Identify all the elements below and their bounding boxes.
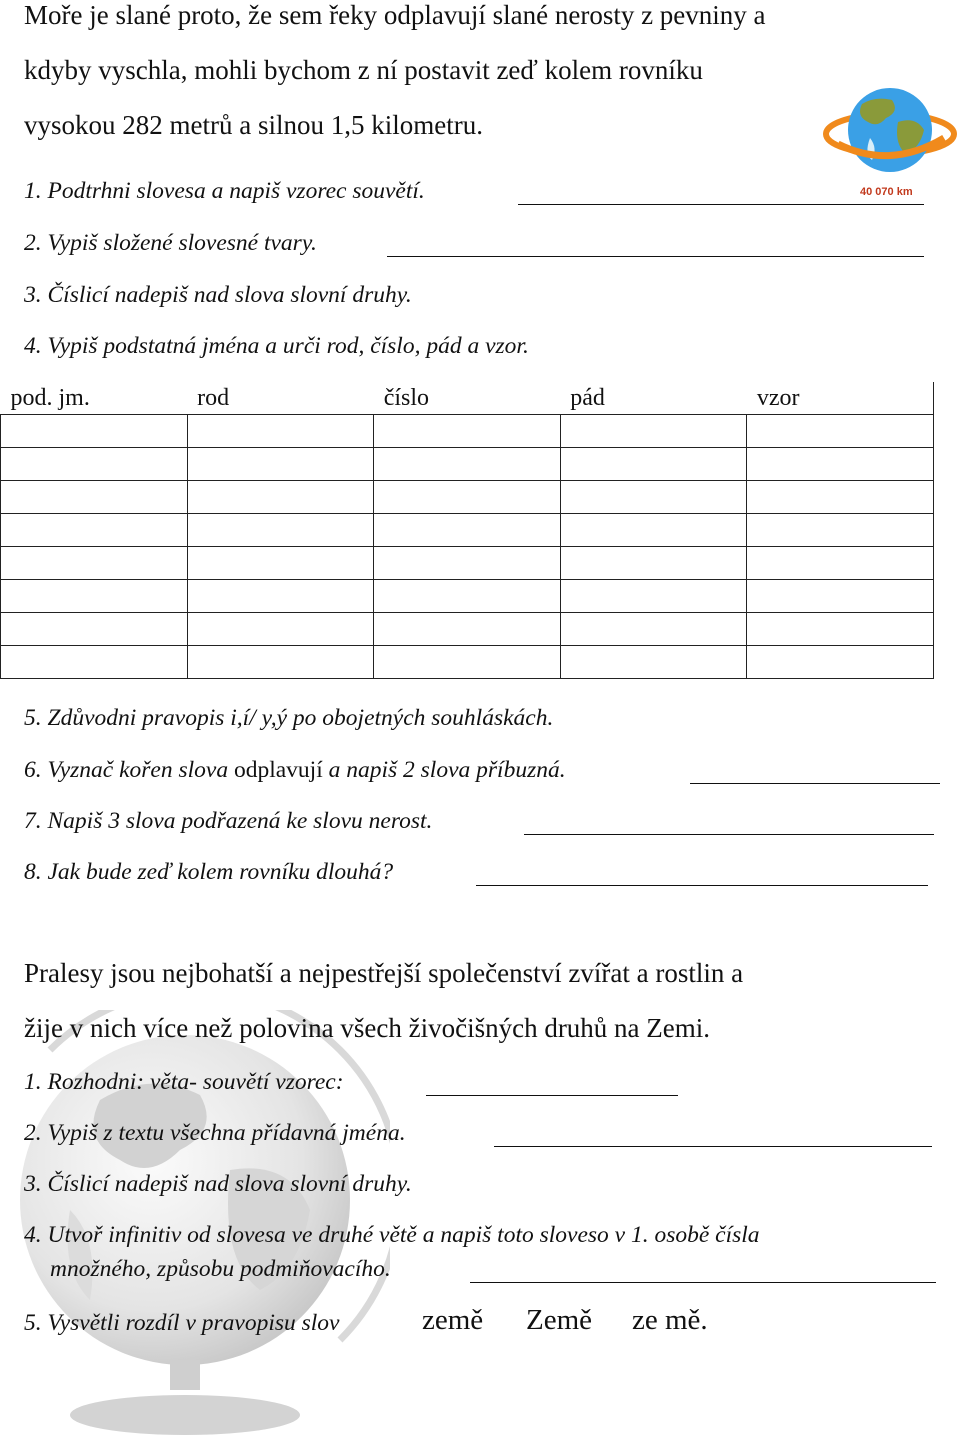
table-cell[interactable] [374, 613, 561, 646]
table-cell[interactable] [374, 448, 561, 481]
answer-line-task-8[interactable] [476, 885, 928, 886]
answer-line-task-1[interactable] [518, 204, 924, 205]
task-8: 8. Jak bude zeď kolem rovníku dlouhá? [24, 859, 394, 885]
table-cell[interactable] [187, 646, 374, 679]
answer-line-task-7[interactable] [524, 834, 934, 835]
table-cell[interactable] [560, 481, 747, 514]
task-6 [24, 757, 566, 784]
word-ze-me: ze mě. [632, 1304, 708, 1336]
header-number: číslo [374, 382, 561, 415]
paragraph-line-1: Moře je slané proto, že sem řeky odplavují slané nerosty z pevniny a [24, 0, 766, 30]
table-cell[interactable] [1, 415, 188, 448]
paragraph-line-2: kdyby vyschla, mohli bychom z ní postavit zeď kolem rovníku [24, 55, 703, 85]
task-6-text-a: 6. Vyznač kořen slova [24, 757, 234, 783]
table-cell[interactable] [374, 580, 561, 613]
header-pattern: vzor [747, 382, 934, 415]
table-cell[interactable] [1, 514, 188, 547]
noun-table [0, 382, 934, 679]
table-cell[interactable] [560, 646, 747, 679]
table-cell[interactable] [374, 481, 561, 514]
table-cell[interactable] [187, 613, 374, 646]
table-cell[interactable] [187, 514, 374, 547]
table-cell[interactable] [187, 415, 374, 448]
table-cell[interactable] [187, 547, 374, 580]
table-cell[interactable] [374, 415, 561, 448]
task-4: 4. Vypiš podstatná jména a urči rod, číslo, pád a vzor. [24, 333, 529, 359]
table-cell[interactable] [747, 514, 934, 547]
answer-line-task2-4[interactable] [470, 1282, 936, 1283]
task-7: 7. Napiš 3 slova podřazená ke slovu nerost. [24, 808, 433, 834]
task-5: 5. Zdůvodni pravopis i,í/ y,ý po obojetných souhláskách. [24, 705, 554, 731]
answer-line-task-2[interactable] [387, 256, 924, 257]
word-zeme: země [422, 1304, 484, 1336]
table-cell[interactable] [747, 580, 934, 613]
paragraph2-line-1: Pralesy jsou nejbohatší a nejpestřejší společenství zvířat a rostlin a [24, 958, 744, 988]
table-cell[interactable] [747, 613, 934, 646]
answer-line-task-6[interactable] [690, 783, 940, 784]
globe-ring-icon [820, 82, 960, 202]
table-cell[interactable] [374, 646, 561, 679]
table-cell[interactable] [560, 514, 747, 547]
task2-5: 5. Vysvětli rozdíl v pravopisu slov [24, 1310, 340, 1336]
table-cell[interactable] [560, 580, 747, 613]
answer-line-task2-2[interactable] [494, 1146, 932, 1147]
table-cell[interactable] [187, 580, 374, 613]
header-noun: pod. jm. [1, 382, 188, 415]
table-cell[interactable] [187, 448, 374, 481]
table-cell[interactable] [187, 481, 374, 514]
task2-4-line2: množného, způsobu podmiňovacího. [50, 1256, 391, 1282]
globe-distance-label: 40 070 km [860, 186, 913, 198]
answer-line-task2-1[interactable] [426, 1095, 678, 1096]
table-cell[interactable] [560, 415, 747, 448]
task2-1: 1. Rozhodni: věta- souvětí vzorec: [24, 1069, 344, 1095]
task2-2: 2. Vypiš z textu všechna přídavná jména. [24, 1120, 406, 1146]
table-cell[interactable] [1, 646, 188, 679]
table-cell[interactable] [560, 547, 747, 580]
paragraph-line-3: vysokou 282 metrů a silnou 1,5 kilometru. [24, 110, 483, 140]
table-cell[interactable] [374, 547, 561, 580]
task-6-word: odplavují [233, 757, 323, 783]
task-2: 2. Vypiš složené slovesné tvary. [24, 230, 317, 256]
task-3: 3. Číslicí nadepiš nad slova slovní druhy. [24, 282, 412, 308]
table-cell[interactable] [560, 613, 747, 646]
table-row [1, 613, 934, 646]
table-row [1, 580, 934, 613]
table-cell[interactable] [560, 448, 747, 481]
table-row [1, 448, 934, 481]
table-cell[interactable] [747, 481, 934, 514]
table-row [1, 646, 934, 679]
table-row [1, 415, 934, 448]
table-row [1, 547, 934, 580]
table-header-row [1, 382, 934, 415]
paragraph2-line-2: žije v nich více než polovina všech živočišných druhů na Zemi. [24, 1013, 711, 1043]
table-cell[interactable] [747, 415, 934, 448]
table-row [1, 514, 934, 547]
table-cell[interactable] [1, 580, 188, 613]
table-cell[interactable] [747, 646, 934, 679]
task2-3: 3. Číslicí nadepiš nad slova slovní druhy. [24, 1171, 412, 1197]
table-cell[interactable] [374, 514, 561, 547]
table-cell[interactable] [1, 547, 188, 580]
table-cell[interactable] [1, 481, 188, 514]
header-case: pád [560, 382, 747, 415]
table-cell[interactable] [747, 448, 934, 481]
task-6-text-b: a napiš 2 slova příbuzná. [322, 757, 566, 783]
task-1: 1. Podtrhni slovesa a napiš vzorec souvětí. [24, 178, 425, 204]
table-cell[interactable] [1, 448, 188, 481]
table-cell[interactable] [1, 613, 188, 646]
header-gender: rod [187, 382, 374, 415]
table-row [1, 481, 934, 514]
word-zeme-capital: Země [526, 1304, 593, 1336]
task2-4-line1: 4. Utvoř infinitiv od slovesa ve druhé větě a napiš toto sloveso v 1. osobě čísla [24, 1222, 760, 1248]
table-cell[interactable] [747, 547, 934, 580]
